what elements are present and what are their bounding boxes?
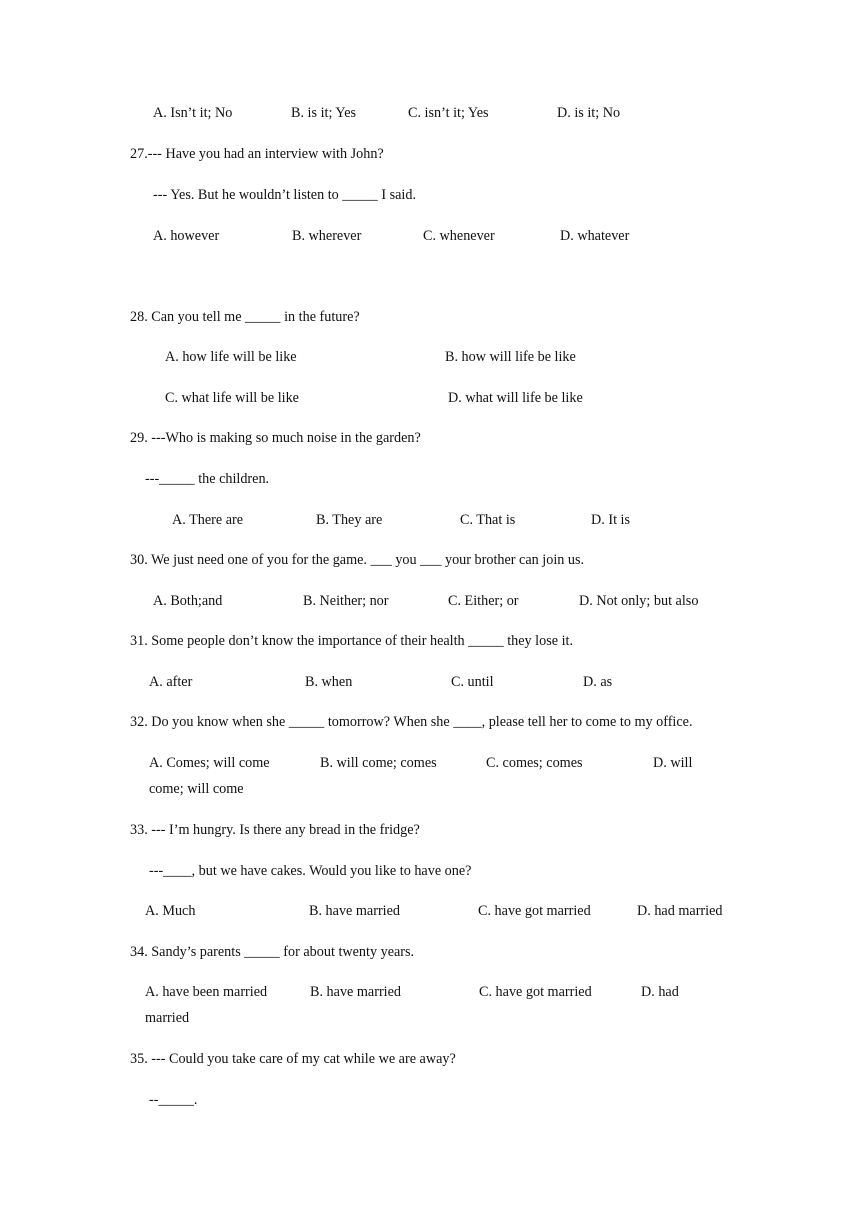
- q34-option-a: A. have been married: [145, 984, 268, 1000]
- q31-option-b: B. when: [305, 674, 353, 690]
- q31-option-c: C. until: [451, 674, 494, 690]
- q34-option-d: D. had: [641, 984, 679, 1000]
- q34-option-b: B. have married: [310, 984, 401, 1000]
- q26-option-b: B. is it; Yes: [291, 105, 357, 121]
- q32-option-a: A. Comes; will come: [149, 755, 270, 771]
- q29-option-a: A. There are: [172, 512, 244, 528]
- q33-option-b: B. have married: [309, 903, 400, 919]
- q28-option-b: B. how will life be like: [445, 349, 576, 365]
- q27-reply: --- Yes. But he wouldn’t listen to _____ I said.: [153, 187, 416, 203]
- q34-option-d-continued: married: [145, 1010, 190, 1026]
- q28-option-c: C. what life will be like: [165, 390, 299, 406]
- q29-option-b: B. They are: [316, 512, 383, 528]
- q28-option-d: D. what will life be like: [448, 390, 583, 406]
- q35-reply: --_____.: [149, 1092, 198, 1108]
- q33-question: 33. --- I’m hungry. Is there any bread in the fridge?: [130, 822, 420, 838]
- q31-option-d: D. as: [583, 674, 613, 690]
- q34-question: 34. Sandy’s parents _____ for about twenty years.: [130, 944, 415, 960]
- q32-option-d-continued: come; will come: [149, 781, 244, 797]
- q32-option-d: D. will: [653, 755, 693, 771]
- q31-option-a: A. after: [149, 674, 193, 690]
- q28-option-a: A. how life will be like: [165, 349, 297, 365]
- q34-option-c: C. have got married: [479, 984, 592, 1000]
- q30-question: 30. We just need one of you for the game. ___ you ___ your brother can join us.: [130, 552, 585, 568]
- q33-option-c: C. have got married: [478, 903, 591, 919]
- q30-option-b: B. Neither; nor: [303, 593, 389, 609]
- q27-option-b: B. wherever: [292, 228, 362, 244]
- q26-option-a: A. Isn’t it; No: [153, 105, 233, 121]
- q32-option-b: B. will come; comes: [320, 755, 437, 771]
- q26-option-c: C. isn’t it; Yes: [408, 105, 489, 121]
- q27-option-c: C. whenever: [423, 228, 495, 244]
- q33-option-a: A. Much: [145, 903, 196, 919]
- q33-reply: ---____, but we have cakes. Would you like to have one?: [149, 863, 472, 879]
- q27-option-a: A. however: [153, 228, 220, 244]
- q27-question: 27.--- Have you had an interview with John?: [130, 146, 384, 162]
- q33-option-d: D. had married: [637, 903, 723, 919]
- q30-option-a: A. Both;and: [153, 593, 223, 609]
- q29-question: 29. ---Who is making so much noise in the garden?: [130, 430, 421, 446]
- q32-option-c: C. comes; comes: [486, 755, 583, 771]
- q35-question: 35. --- Could you take care of my cat while we are away?: [130, 1051, 456, 1067]
- q30-option-c: C. Either; or: [448, 593, 519, 609]
- q32-question: 32. Do you know when she _____ tomorrow? When she ____, please tell her to come to my office.: [130, 714, 693, 730]
- q29-reply: ---_____ the children.: [145, 471, 270, 487]
- q26-option-d: D. is it; No: [557, 105, 621, 121]
- q30-option-d: D. Not only; but also: [579, 593, 699, 609]
- q28-question: 28. Can you tell me _____ in the future?: [130, 309, 360, 325]
- q27-option-d: D. whatever: [560, 228, 630, 244]
- q29-option-d: D. It is: [591, 512, 631, 528]
- q29-option-c: C. That is: [460, 512, 516, 528]
- q31-question: 31. Some people don’t know the importance of their health _____ they lose it.: [130, 633, 574, 649]
